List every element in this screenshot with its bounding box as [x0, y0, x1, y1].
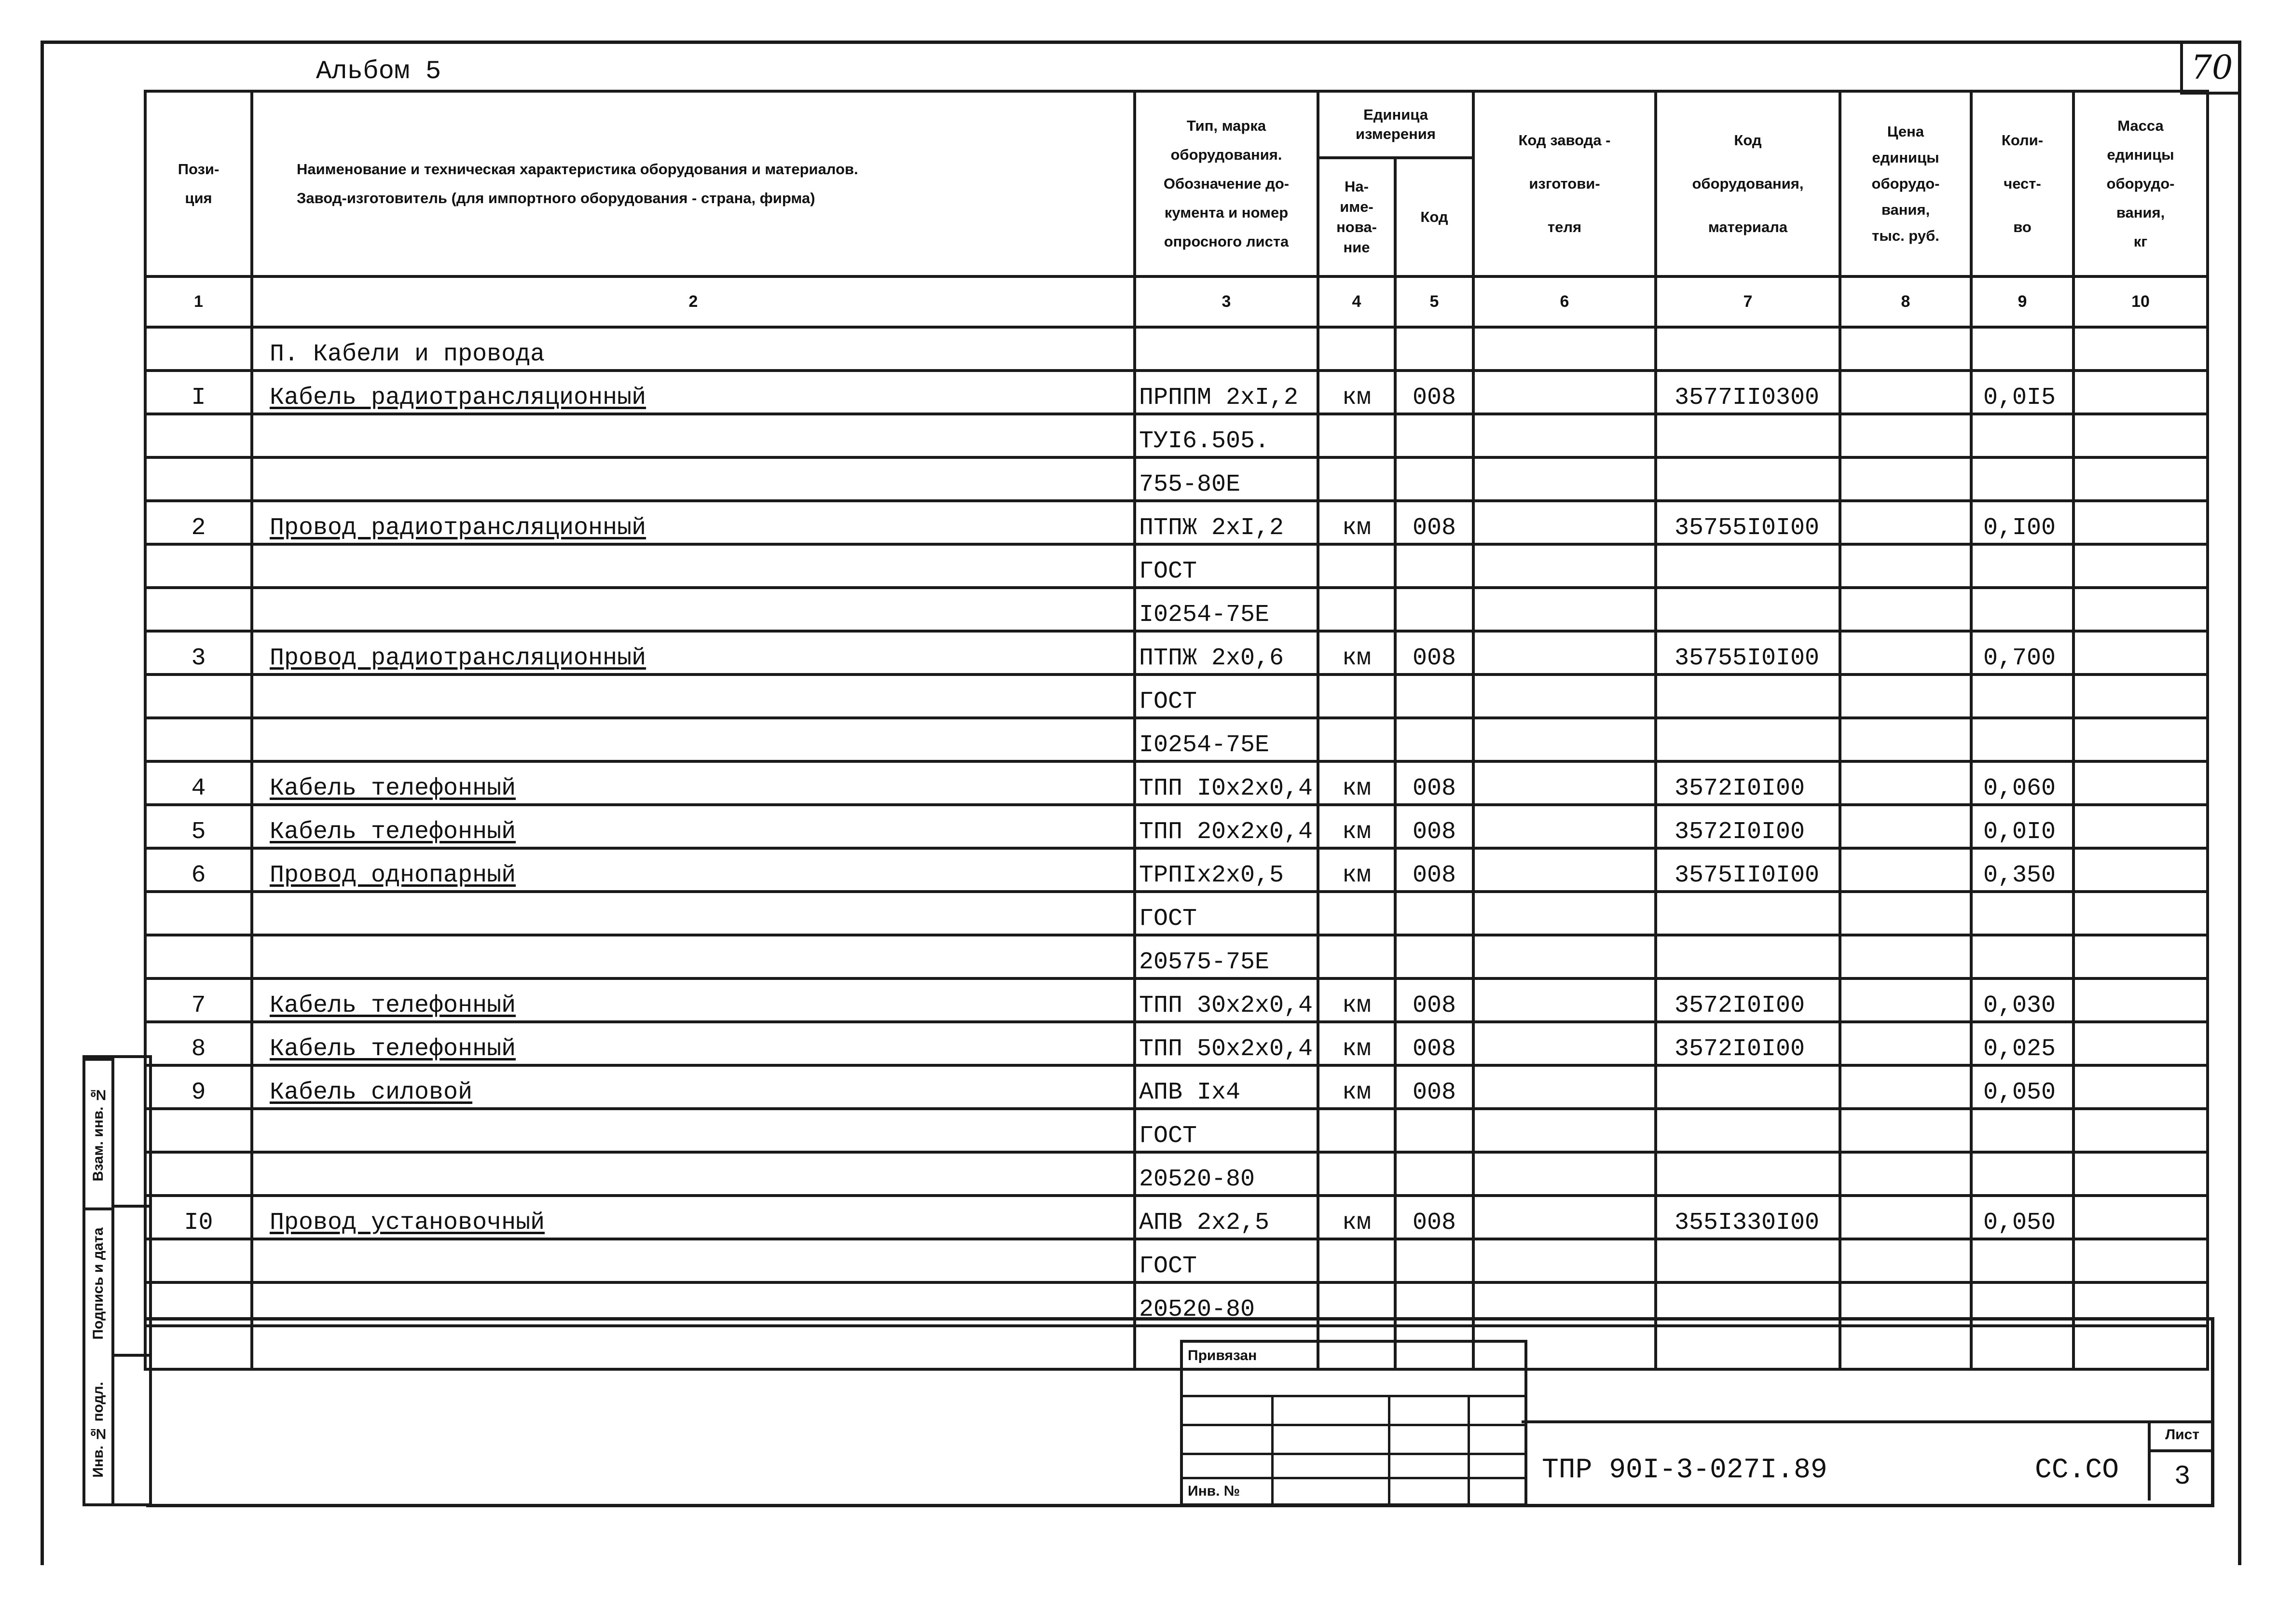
table-row — [145, 1152, 2208, 1196]
cell-position — [145, 457, 252, 501]
column-number: 9 — [1971, 276, 2073, 327]
cell-equipment-code — [1656, 1239, 1840, 1282]
cell-price — [1840, 371, 1971, 414]
cell-quantity — [1971, 935, 2073, 978]
cell-quantity: 0,I00 — [1971, 501, 2073, 544]
cell-unit — [1318, 1152, 1395, 1196]
table-row — [145, 631, 2208, 674]
cell-quantity: 0,060 — [1971, 761, 2073, 805]
cell-unit-code: 008 — [1395, 1065, 1473, 1109]
cell-type: ТПП 20х2х0,4 — [1135, 805, 1318, 848]
cell-type: ТРПIх2х0,5 — [1135, 848, 1318, 892]
cell-price — [1840, 588, 1971, 631]
cell-mass — [2073, 371, 2208, 414]
cell-unit: км — [1318, 978, 1395, 1022]
cell-type: ПТПЖ 2хI,2 — [1135, 501, 1318, 544]
cell-mass — [2073, 414, 2208, 457]
cell-name: Провод радиотрансляционный — [252, 501, 1135, 544]
specification-table — [144, 90, 2209, 1371]
cell-quantity — [1971, 1152, 2073, 1196]
cell-unit — [1318, 457, 1395, 501]
header-quantity: Коли- чест- во — [1971, 91, 2073, 276]
cell-type: ГОСТ — [1135, 1109, 1318, 1152]
cell-unit-code — [1395, 892, 1473, 935]
cell-plant-code — [1473, 1022, 1656, 1065]
cell-mass — [2073, 935, 2208, 978]
side-cell-podpis — [114, 1208, 149, 1357]
table-row — [145, 1196, 2208, 1239]
cell-equipment-code: 3572I0I00 — [1656, 1022, 1840, 1065]
header-name: Наименование и техническая характеристика оборудования и материалов. Завод-изготовитель (для импортного оборудования - страна, фирма) — [252, 91, 1135, 276]
cell-unit-code — [1395, 457, 1473, 501]
cell-equipment-code — [1656, 935, 1840, 978]
cell-plant-code — [1473, 631, 1656, 674]
cell-unit — [1318, 544, 1395, 588]
cell-equipment-code: 3572I0I00 — [1656, 761, 1840, 805]
cell-price — [1840, 1022, 1971, 1065]
cell-price — [1840, 674, 1971, 718]
table-row — [145, 1109, 2208, 1152]
cell-unit — [1318, 935, 1395, 978]
table-row — [145, 414, 2208, 457]
cell-price — [1840, 501, 1971, 544]
page-border-right — [2238, 41, 2241, 1565]
cell-quantity — [1971, 892, 2073, 935]
cell-position — [145, 718, 252, 761]
cell-mass — [2073, 892, 2208, 935]
cell-mass — [2073, 848, 2208, 892]
cell-unit-code — [1395, 1152, 1473, 1196]
cell-type: 20575-75Е — [1135, 935, 1318, 978]
cell-plant-code — [1473, 501, 1656, 544]
section-row — [145, 327, 2208, 371]
stamp-inv-no: Инв. № — [1188, 1483, 1240, 1499]
cell-equipment-code — [1656, 1065, 1840, 1109]
cell-type: АПВ 2х2,5 — [1135, 1196, 1318, 1239]
cell-unit: км — [1318, 761, 1395, 805]
table-row — [145, 457, 2208, 501]
cell-mass — [2073, 1239, 2208, 1282]
side-cell-inv-podl — [114, 1357, 149, 1503]
cell-unit — [1318, 414, 1395, 457]
side-label-zam-inv: Взам. инв. № — [85, 1058, 111, 1208]
cell-plant-code — [1473, 1196, 1656, 1239]
cell-unit: км — [1318, 631, 1395, 674]
cell-name — [252, 718, 1135, 761]
cell-type: ГОСТ — [1135, 1239, 1318, 1282]
cell-plant-code — [1473, 1239, 1656, 1282]
cell-quantity — [1971, 674, 2073, 718]
table-row — [145, 935, 2208, 978]
cell-unit-code — [1395, 544, 1473, 588]
cell-unit-code — [1395, 588, 1473, 631]
cell-position — [145, 588, 252, 631]
stamp-privyazan: Привязан — [1188, 1348, 1257, 1363]
cell-unit: км — [1318, 371, 1395, 414]
cell-equipment-code — [1656, 1109, 1840, 1152]
cell-position — [145, 1109, 252, 1152]
cell-price — [1840, 1109, 1971, 1152]
column-number: 4 — [1318, 276, 1395, 327]
table-row — [145, 674, 2208, 718]
cell-type: 755-80Е — [1135, 457, 1318, 501]
cell-position: 7 — [145, 978, 252, 1022]
side-cell-zam-inv — [114, 1058, 149, 1208]
cell-plant-code — [1473, 718, 1656, 761]
cell-position — [145, 1152, 252, 1196]
cell-equipment-code: 3572I0I00 — [1656, 978, 1840, 1022]
cell-name: Провод установочный — [252, 1196, 1135, 1239]
header-equipment-code: Код оборудования, материала — [1656, 91, 1840, 276]
cell-equipment-code — [1656, 544, 1840, 588]
cell-plant-code — [1473, 414, 1656, 457]
header-unit-code: Код — [1395, 158, 1473, 276]
cell-equipment-code: 3575II0I00 — [1656, 848, 1840, 892]
table-row — [145, 1022, 2208, 1065]
column-number: 1 — [145, 276, 252, 327]
cell-type: ГОСТ — [1135, 674, 1318, 718]
cell-position — [145, 544, 252, 588]
column-number: 5 — [1395, 276, 1473, 327]
cell-position: 5 — [145, 805, 252, 848]
cell-position: 4 — [145, 761, 252, 805]
cell-position — [145, 892, 252, 935]
cell-equipment-code — [1656, 588, 1840, 631]
cell-plant-code — [1473, 892, 1656, 935]
cell-unit: км — [1318, 1022, 1395, 1065]
table-row — [145, 848, 2208, 892]
cell-quantity — [1971, 414, 2073, 457]
column-number: 8 — [1840, 276, 1971, 327]
cell-type: ТПП 50х2х0,4 — [1135, 1022, 1318, 1065]
cell-plant-code — [1473, 674, 1656, 718]
cell-type: 20520-80 — [1135, 1282, 1318, 1326]
cell-equipment-code: 355I330I00 — [1656, 1196, 1840, 1239]
cell-quantity: 0,025 — [1971, 1022, 2073, 1065]
cell-mass — [2073, 1109, 2208, 1152]
cell-unit-code — [1395, 1109, 1473, 1152]
cell-plant-code — [1473, 588, 1656, 631]
cell-plant-code — [1473, 371, 1656, 414]
cell-price — [1840, 1239, 1971, 1282]
cell-mass — [2073, 674, 2208, 718]
cell-price — [1840, 892, 1971, 935]
header-price: Цена единицы оборудо- вания, тыс. руб. — [1840, 91, 1971, 276]
cell-unit — [1318, 892, 1395, 935]
table-row — [145, 892, 2208, 935]
column-number: 10 — [2073, 276, 2208, 327]
cell-quantity — [1971, 544, 2073, 588]
cell-mass — [2073, 1065, 2208, 1109]
cell-equipment-code: 35755I0I00 — [1656, 501, 1840, 544]
cell-mass — [2073, 457, 2208, 501]
cell-name — [252, 544, 1135, 588]
cell-price — [1840, 848, 1971, 892]
cell-mass — [2073, 805, 2208, 848]
cell-position: 8 — [145, 1022, 252, 1065]
cell-equipment-code — [1656, 1152, 1840, 1196]
header-unit-group: Единица измерения — [1318, 91, 1473, 158]
header-position: Пози- ция — [145, 91, 252, 276]
cell-name — [252, 1109, 1135, 1152]
cell-price — [1840, 1152, 1971, 1196]
cell-price — [1840, 761, 1971, 805]
cell-price — [1840, 1196, 1971, 1239]
column-number: 3 — [1135, 276, 1318, 327]
cell-type: I0254-75Е — [1135, 588, 1318, 631]
cell-price — [1840, 978, 1971, 1022]
cell-mass — [2073, 761, 2208, 805]
cell-mass — [2073, 1152, 2208, 1196]
table-row — [145, 371, 2208, 414]
cell-unit-code: 008 — [1395, 631, 1473, 674]
cell-position — [145, 674, 252, 718]
cell-quantity: 0,0I5 — [1971, 371, 2073, 414]
cell-unit-code — [1395, 1239, 1473, 1282]
sheet-number: 3 — [2174, 1461, 2191, 1492]
cell-unit-code: 008 — [1395, 848, 1473, 892]
cell-type: ТУI6.505. — [1135, 414, 1318, 457]
cell-quantity: 0,350 — [1971, 848, 2073, 892]
table-row — [145, 718, 2208, 761]
cell-quantity — [1971, 588, 2073, 631]
cell-position — [145, 1239, 252, 1282]
cell-type: 20520-80 — [1135, 1152, 1318, 1196]
section-title: П. Кабели и провода — [252, 327, 1135, 371]
cell-name: Кабель телефонный — [252, 1022, 1135, 1065]
document-suffix: СС.СО — [2035, 1455, 2119, 1486]
cell-unit-code: 008 — [1395, 371, 1473, 414]
cell-position: I0 — [145, 1196, 252, 1239]
cell-position: 2 — [145, 501, 252, 544]
table-row — [145, 805, 2208, 848]
cell-mass — [2073, 1196, 2208, 1239]
cell-position — [145, 935, 252, 978]
cell-type: ГОСТ — [1135, 892, 1318, 935]
cell-plant-code — [1473, 848, 1656, 892]
cell-unit-code — [1395, 935, 1473, 978]
cell-name — [252, 588, 1135, 631]
cell-name: Кабель радиотрансляционный — [252, 371, 1135, 414]
cell-price — [1840, 414, 1971, 457]
cell-type: ПРППМ 2хI,2 — [1135, 371, 1318, 414]
cell-price — [1840, 935, 1971, 978]
cell-type: ТПП 30х2х0,4 — [1135, 978, 1318, 1022]
cell-equipment-code: 35755I0I00 — [1656, 631, 1840, 674]
side-label-podpis: Подпись и дата — [85, 1208, 111, 1357]
cell-mass — [2073, 501, 2208, 544]
title-block-rule — [1522, 1420, 2211, 1423]
cell-name — [252, 892, 1135, 935]
sheet-label: Лист — [2151, 1420, 2214, 1452]
cell-position: I — [145, 371, 252, 414]
cell-type: I0254-75Е — [1135, 718, 1318, 761]
cell-name: Кабель телефонный — [252, 805, 1135, 848]
cell-unit-code: 008 — [1395, 1196, 1473, 1239]
table-row — [145, 588, 2208, 631]
cell-unit — [1318, 588, 1395, 631]
cell-quantity: 0,050 — [1971, 1196, 2073, 1239]
cell-name — [252, 414, 1135, 457]
cell-equipment-code — [1656, 457, 1840, 501]
cell-price — [1840, 1065, 1971, 1109]
cell-name: Провод однопарный — [252, 848, 1135, 892]
cell-equipment-code: 3577II0300 — [1656, 371, 1840, 414]
side-approval-strip — [82, 1055, 152, 1506]
header-plant-code: Код завода - изготови- теля — [1473, 91, 1656, 276]
cell-quantity — [1971, 457, 2073, 501]
cell-price — [1840, 457, 1971, 501]
table-row — [145, 761, 2208, 805]
cell-plant-code — [1473, 1065, 1656, 1109]
cell-unit-code: 008 — [1395, 978, 1473, 1022]
cell-type: ТПП I0х2х0,4 — [1135, 761, 1318, 805]
cell-quantity: 0,050 — [1971, 1065, 2073, 1109]
cell-mass — [2073, 544, 2208, 588]
cell-unit-code: 008 — [1395, 1022, 1473, 1065]
cell-position: 3 — [145, 631, 252, 674]
cell-unit: км — [1318, 848, 1395, 892]
cell-mass — [2073, 631, 2208, 674]
cell-unit-code — [1395, 718, 1473, 761]
cell-plant-code — [1473, 805, 1656, 848]
cell-mass — [2073, 588, 2208, 631]
cell-type: ПТПЖ 2х0,6 — [1135, 631, 1318, 674]
column-number: 7 — [1656, 276, 1840, 327]
cell-price — [1840, 631, 1971, 674]
header-type: Тип, марка оборудования. Обозначение до- кумента и номер опросного листа — [1135, 91, 1318, 276]
table-row — [145, 1239, 2208, 1282]
cell-name — [252, 674, 1135, 718]
cell-equipment-code — [1656, 414, 1840, 457]
cell-quantity: 0,700 — [1971, 631, 2073, 674]
table-row — [145, 978, 2208, 1022]
cell-unit-code — [1395, 414, 1473, 457]
cell-position: 6 — [145, 848, 252, 892]
cell-quantity: 0,030 — [1971, 978, 2073, 1022]
cell-position — [145, 414, 252, 457]
cell-quantity — [1971, 718, 2073, 761]
side-label-inv-podl: Инв. № подл. — [90, 1382, 106, 1478]
sheet-box — [2148, 1420, 2214, 1500]
cell-quantity — [1971, 1109, 2073, 1152]
cell-plant-code — [1473, 761, 1656, 805]
cell-unit — [1318, 718, 1395, 761]
column-number: 2 — [252, 276, 1135, 327]
cell-unit: км — [1318, 1196, 1395, 1239]
cell-unit — [1318, 1239, 1395, 1282]
column-number: 6 — [1473, 276, 1656, 327]
cell-plant-code — [1473, 1152, 1656, 1196]
cell-name: Кабель телефонный — [252, 978, 1135, 1022]
cell-equipment-code — [1656, 718, 1840, 761]
cell-quantity: 0,0I0 — [1971, 805, 2073, 848]
cell-plant-code — [1473, 1109, 1656, 1152]
cell-type: АПВ Iх4 — [1135, 1065, 1318, 1109]
cell-plant-code — [1473, 978, 1656, 1022]
cell-name — [252, 1152, 1135, 1196]
cell-mass — [2073, 1022, 2208, 1065]
cell-unit — [1318, 674, 1395, 718]
cell-name — [252, 1239, 1135, 1282]
cell-unit-code: 008 — [1395, 501, 1473, 544]
cell-plant-code — [1473, 935, 1656, 978]
document-code: ТПР 90I-3-027І.89 — [1542, 1455, 1827, 1486]
cell-equipment-code — [1656, 892, 1840, 935]
table-row — [145, 544, 2208, 588]
cell-unit-code: 008 — [1395, 805, 1473, 848]
cell-unit: км — [1318, 501, 1395, 544]
cell-unit: км — [1318, 805, 1395, 848]
cell-position: 9 — [145, 1065, 252, 1109]
cell-mass — [2073, 978, 2208, 1022]
cell-name — [252, 935, 1135, 978]
table-row — [145, 501, 2208, 544]
cell-price — [1840, 805, 1971, 848]
cell-equipment-code — [1656, 674, 1840, 718]
cell-unit — [1318, 1109, 1395, 1152]
column-number-row — [145, 276, 2208, 327]
cell-mass — [2073, 718, 2208, 761]
cell-name: Кабель телефонный — [252, 761, 1135, 805]
header-unit-name: На- име- нова- ние — [1318, 158, 1395, 276]
cell-equipment-code: 3572I0I00 — [1656, 805, 1840, 848]
cell-plant-code — [1473, 457, 1656, 501]
cell-price — [1840, 544, 1971, 588]
cell-plant-code — [1473, 544, 1656, 588]
cell-name: Провод радиотрансляционный — [252, 631, 1135, 674]
binding-stamp — [1180, 1340, 1527, 1506]
sheet-corner-number: 70 — [2180, 43, 2241, 95]
album-label: Альбом 5 — [316, 57, 441, 86]
cell-unit-code — [1395, 674, 1473, 718]
cell-type: ГОСТ — [1135, 544, 1318, 588]
header-row — [145, 91, 2208, 158]
cell-quantity — [1971, 1239, 2073, 1282]
header-mass: Масса единицы оборудо- вания, кг — [2073, 91, 2208, 276]
table-row — [145, 1065, 2208, 1109]
cell-name — [252, 457, 1135, 501]
cell-price — [1840, 718, 1971, 761]
cell-name: Кабель силовой — [252, 1065, 1135, 1109]
cell-unit-code: 008 — [1395, 761, 1473, 805]
cell-unit: км — [1318, 1065, 1395, 1109]
